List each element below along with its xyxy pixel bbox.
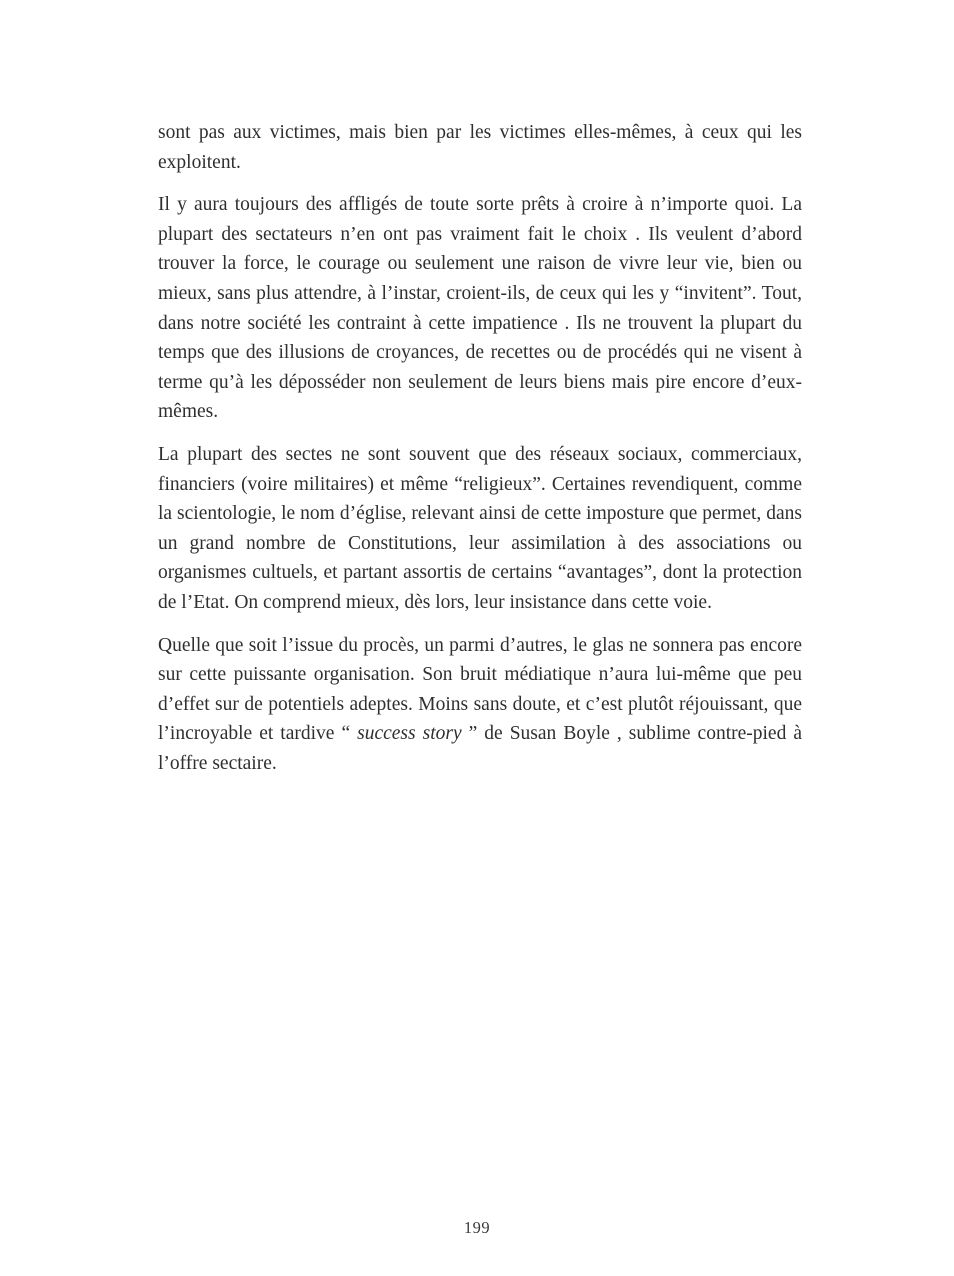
paragraph-text-after-italic: ” de Susan Boyle , sublime contre-pied à l’offre sectaire.	[158, 723, 803, 774]
page-number: 199	[463, 1218, 491, 1237]
italic-phrase: success story	[357, 723, 462, 745]
text-body	[158, 118, 802, 778]
paragraph: sont pas aux victimes, mais bien par les victimes elles-mêmes, à ceux qui les exploitent.	[158, 122, 802, 173]
paragraph-text-before-italic: Quelle que soit l’issue du procès, un parmi d’autres, le glas ne sonnera pas encore sur cette puissante organisation. Son bruit médiatique n’aura lui-même que peu d’effet sur de potentiels adeptes. Moins sans doute, et c’est plutôt réjouissant, que l’incroyable et tardive “	[158, 634, 802, 745]
paragraph: La plupart des sectes ne sont souvent que des réseaux sociaux, commerciaux, financiers (voire militaires) et même “religieux”. Certaines revendiquent, comme la scientologie, le nom d’église, relevant ainsi de cette imposture que permet, dans un grand nombre de Constitutions, leur assimilation à des associations ou organismes cultuels, et partant assortis de certains “avantages”, dont la protection de l’Etat. On comprend mieux, dès lors, leur insistance dans cette voie.	[158, 443, 802, 613]
paragraph	[158, 631, 802, 779]
paragraph: Il y aura toujours des affligés de toute sorte prêts à croire à n’importe quoi. La plupart des sectateurs n’en ont pas vraiment fait le choix . Ils veulent d’abord trouver la force, le courage ou seulement une raison de vivre leur vie, bien ou mieux, sans plus attendre, à l’instar, croient-ils, de ceux qui les y “invitent”. Tout, dans notre société les contraint à cette impatience . Ils ne trouvent la plupart du temps que des illusions de croyances, de recettes ou de procédés qui ne visent à terme qu’à les déposséder non seulement de leurs biens mais pire encore d’eux-mêmes.	[158, 194, 802, 423]
